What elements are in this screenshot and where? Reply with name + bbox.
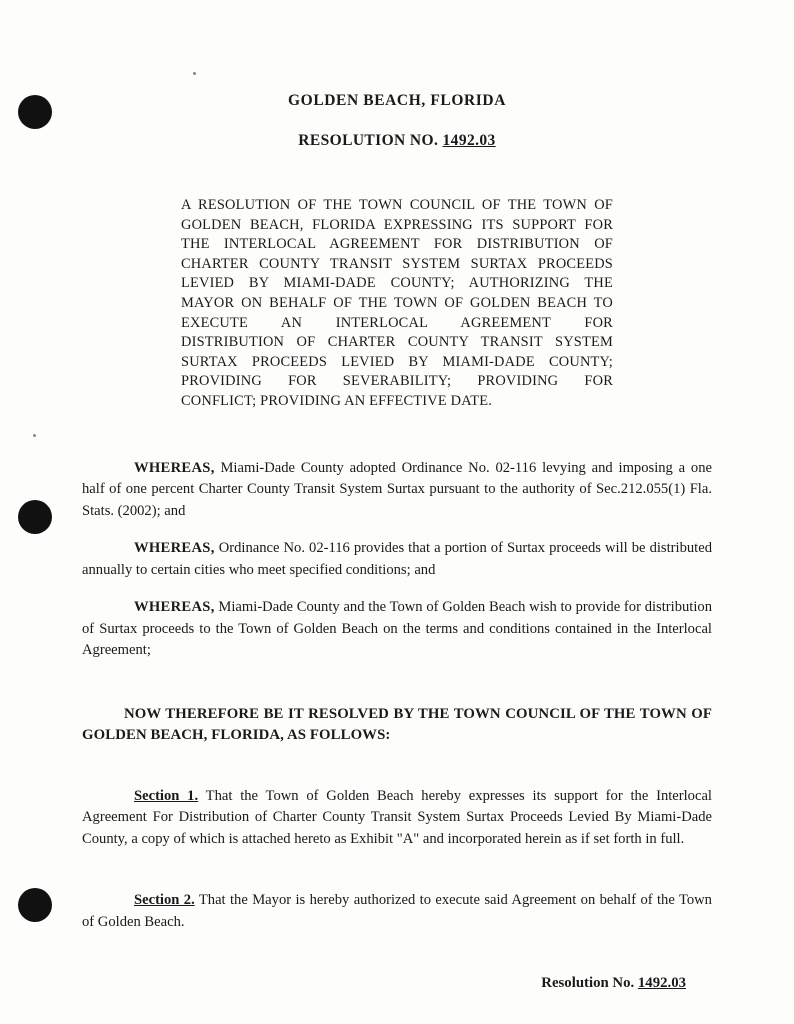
scan-speck <box>193 72 196 75</box>
document-body <box>82 80 712 992</box>
preamble-line: THE INTERLOCAL AGREEMENT FOR DISTRIBUTION OF <box>181 236 613 253</box>
preamble-line: SURTAX PROCEEDS LEVIED BY MIAMI-DADE COUNTY; <box>181 353 613 370</box>
whereas-clause <box>82 538 712 581</box>
preamble-line: MAYOR ON BEHALF OF THE TOWN OF GOLDEN BEACH TO <box>181 294 613 311</box>
section-1-label: Section 1. <box>134 787 199 804</box>
now-therefore-clause: NOW THEREFORE BE IT RESOLVED BY THE TOWN COUNCIL OF THE TOWN OF GOLDEN BEACH, FLORIDA, AS FOLLOWS: <box>82 705 712 743</box>
footer-resolution-number <box>82 975 712 992</box>
whereas-clause <box>82 458 712 523</box>
preamble-line: GOLDEN BEACH, FLORIDA EXPRESSING ITS SUPPORT FOR <box>181 216 613 233</box>
section-2 <box>82 890 712 933</box>
preamble-line: LEVIED BY MIAMI-DADE COUNTY; AUTHORIZING THE <box>181 275 613 292</box>
whereas-text: Miami-Dade County adopted Ordinance No. 02-116 levying and imposing a one half of one percent Charter County Transit System Surtax pursuant to the authority of Sec.212.055(1) Fla. Stats. (2002); and <box>82 459 712 519</box>
whereas-clauses <box>82 458 712 662</box>
whereas-text: Ordinance No. 02-116 provides that a portion of Surtax proceeds will be distributed annually to certain cities who meet specified conditions; and <box>82 540 712 578</box>
preamble-line: CHARTER COUNTY TRANSIT SYSTEM SURTAX PROCEEDS <box>181 255 613 272</box>
preamble-line: A RESOLUTION OF THE TOWN COUNCIL OF THE TOWN OF <box>181 197 613 213</box>
punch-hole-icon <box>18 95 52 129</box>
preamble-line: CONFLICT; PROVIDING AN EFFECTIVE DATE. <box>181 392 493 409</box>
footer-number: 1492.03 <box>637 975 686 992</box>
preamble-block <box>181 196 613 412</box>
punch-hole-icon <box>18 500 52 534</box>
section-1-text: That the Town of Golden Beach hereby expresses its support for the Interlocal Agreement For Distribution of Charter County Transit System Surtax Proceeds Levied By Miami-Dade County, a copy of which is attached hereto as Exhibit "A" and incorporated herein as if set forth in full. <box>82 787 712 847</box>
resolution-number: 1492.03 <box>442 132 496 149</box>
whereas-lead: WHEREAS, <box>134 459 215 476</box>
preamble-line: DISTRIBUTION OF CHARTER COUNTY TRANSIT SYSTEM <box>181 334 613 351</box>
whereas-lead: WHEREAS, <box>134 599 215 616</box>
preamble-line: PROVIDING FOR SEVERABILITY; PROVIDING FOR <box>181 373 613 390</box>
resolution-heading <box>82 132 712 150</box>
section-2-label: Section 2. <box>134 892 195 909</box>
preamble-line: EXECUTE AN INTERLOCAL AGREEMENT FOR <box>181 314 613 331</box>
whereas-lead: WHEREAS, <box>134 540 215 557</box>
resolution-heading-prefix: RESOLUTION NO. <box>298 132 443 149</box>
page-title: GOLDEN BEACH, FLORIDA <box>288 92 506 109</box>
scan-speck <box>33 434 36 437</box>
whereas-clause <box>82 597 712 662</box>
punch-hole-icon <box>18 888 52 922</box>
footer-prefix: Resolution No. <box>541 975 638 992</box>
section-2-text: That the Mayor is hereby authorized to execute said Agreement on behalf of the Town of Golden Beach. <box>82 892 712 930</box>
whereas-text: Miami-Dade County and the Town of Golden Beach wish to provide for distribution of Surtax proceeds to the Town of Golden Beach on the terms and conditions contained in the Interlocal Agreement; <box>82 599 712 659</box>
section-1 <box>82 786 712 851</box>
